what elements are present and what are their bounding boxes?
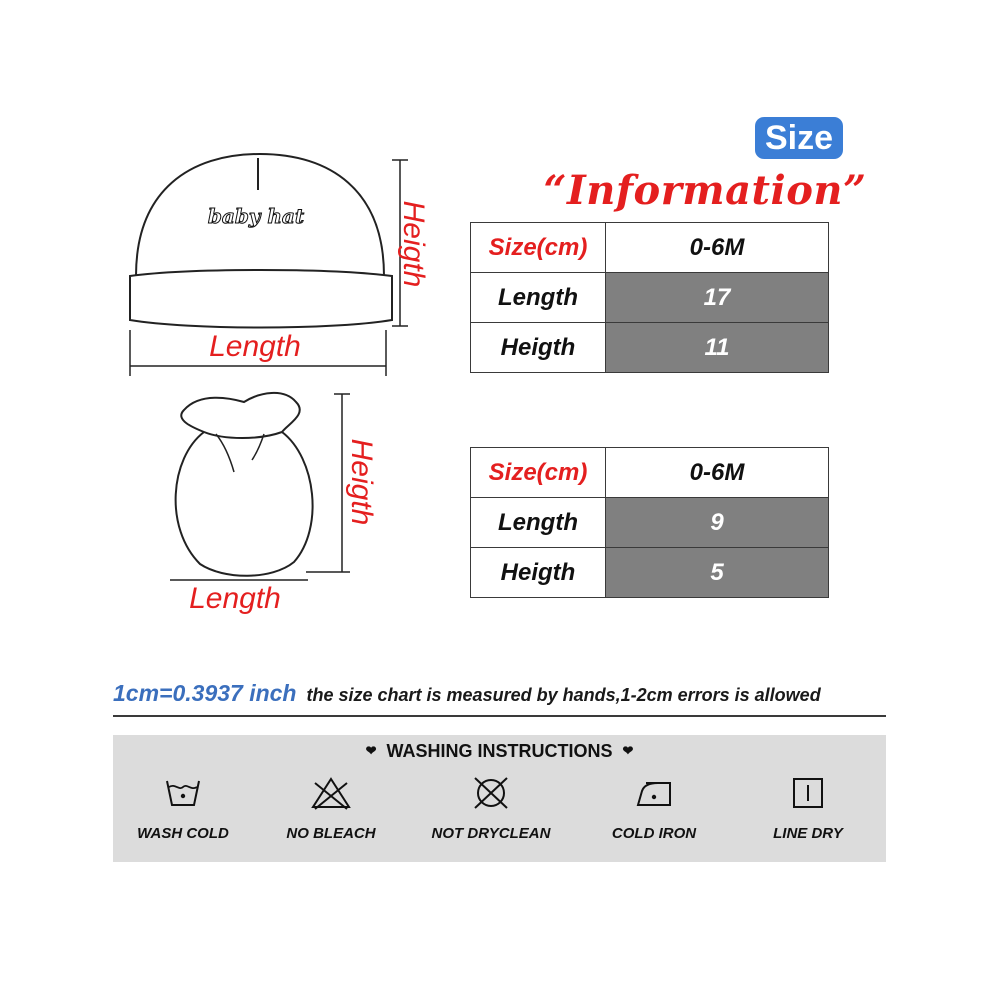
table-key: Length: [471, 273, 606, 323]
measurement-note: [113, 680, 888, 714]
table-row: [471, 448, 829, 498]
measurement-disclaimer: the size chart is measured by hands,1-2cm errors is allowed: [306, 685, 821, 705]
no-bleach-icon: [309, 775, 353, 811]
cold-iron-label: COLD IRON: [611, 825, 697, 842]
table-header-value: 0-6M: [606, 448, 829, 498]
table-row: [471, 548, 829, 598]
table-value: 11: [606, 323, 829, 373]
line-dry-icon: [788, 775, 828, 811]
iron-icon: [632, 775, 676, 811]
table-key: Heigth: [471, 548, 606, 598]
table-row: [471, 498, 829, 548]
table-value: 9: [606, 498, 829, 548]
mitten-illustration: [160, 388, 360, 588]
washing-title-text: WASHING INSTRUCTIONS: [386, 741, 613, 761]
table-value: 5: [606, 548, 829, 598]
table-row: [471, 323, 829, 373]
cold-iron-item: [589, 775, 719, 855]
mitten-length-label: Length: [189, 582, 281, 615]
table-key: Length: [471, 498, 606, 548]
washing-title: [113, 741, 886, 762]
hat-height-label: Heigth: [397, 200, 430, 288]
information-title: “Information”: [543, 166, 867, 214]
heart-icon: ❤: [622, 743, 634, 758]
not-dryclean-label: NOT DRYCLEAN: [431, 825, 551, 842]
not-dryclean-item: [426, 775, 556, 855]
mitten-height-label: Heigth: [345, 438, 378, 526]
mitten-size-table: [470, 447, 829, 598]
wash-cold-item: [118, 775, 248, 855]
table-header-value: 0-6M: [606, 223, 829, 273]
line-dry-item: [743, 775, 873, 855]
no-bleach-label: NO BLEACH: [286, 825, 376, 842]
washing-instructions-panel: [113, 735, 886, 862]
wash-tub-icon: [163, 775, 203, 811]
line-dry-label: LINE DRY: [773, 825, 843, 842]
wash-cold-label: WASH COLD: [137, 825, 229, 842]
hat-embroidery-text: baby hat: [207, 204, 305, 228]
heart-icon: ❤: [365, 743, 377, 758]
table-row: [471, 273, 829, 323]
table-header-key: Size(cm): [471, 448, 606, 498]
size-badge: Size: [755, 117, 843, 159]
table-key: Heigth: [471, 323, 606, 373]
unit-conversion: 1cm=0.3937 inch: [113, 680, 297, 706]
table-row: [471, 223, 829, 273]
no-dryclean-icon: [469, 775, 513, 811]
hat-length-label: Length: [209, 330, 301, 363]
hat-size-table: [470, 222, 829, 373]
no-bleach-item: [266, 775, 396, 855]
divider: [113, 715, 886, 717]
table-value: 17: [606, 273, 829, 323]
table-header-key: Size(cm): [471, 223, 606, 273]
